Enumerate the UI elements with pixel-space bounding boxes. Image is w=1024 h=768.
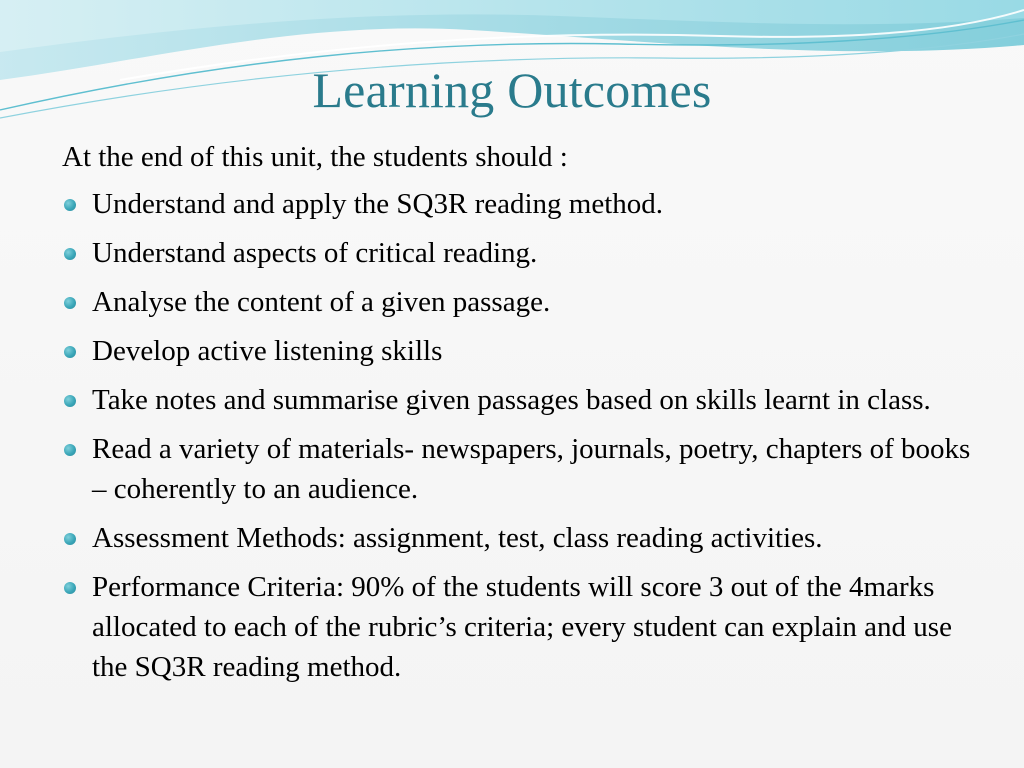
bullet-text: Take notes and summarise given passages based on skills learnt in class. (92, 384, 931, 416)
bullet-item (62, 331, 992, 371)
bullet-text: Performance Criteria: 90% of the students will score 3 out of the 4marks allocated to each of the rubric’s criteria; every student can explain and use the SQ3R reading method. (92, 571, 952, 683)
slide-content (62, 138, 992, 696)
bullet-text: Develop active listening skills (92, 335, 443, 367)
bullet-text: Read a variety of materials- newspapers, journals, poetry, chapters of books – coherently to an audience. (92, 433, 971, 505)
bullet-item (62, 380, 992, 420)
bullet-item (62, 518, 992, 558)
bullet-text: Understand aspects of critical reading. (92, 237, 538, 269)
bullet-icon (64, 395, 76, 407)
bullet-item (62, 282, 992, 322)
bullet-icon (64, 582, 76, 594)
bullet-icon (64, 248, 76, 260)
outcomes-list (62, 184, 992, 687)
bullet-icon (64, 533, 76, 545)
bullet-item (62, 567, 992, 687)
bullet-item (62, 233, 992, 273)
bullet-icon (64, 346, 76, 358)
bullet-text: Assessment Methods: assignment, test, class reading activities. (92, 522, 823, 554)
bullet-icon (64, 297, 76, 309)
bullet-text: Analyse the content of a given passage. (92, 286, 551, 318)
bullet-text: Understand and apply the SQ3R reading method. (92, 188, 664, 220)
intro-text: At the end of this unit, the students should : (62, 141, 568, 173)
bullet-item (62, 184, 992, 224)
bullet-item (62, 429, 992, 509)
bullet-icon (64, 444, 76, 456)
slide-title: Learning Outcomes (312, 62, 712, 118)
bullet-icon (64, 199, 76, 211)
